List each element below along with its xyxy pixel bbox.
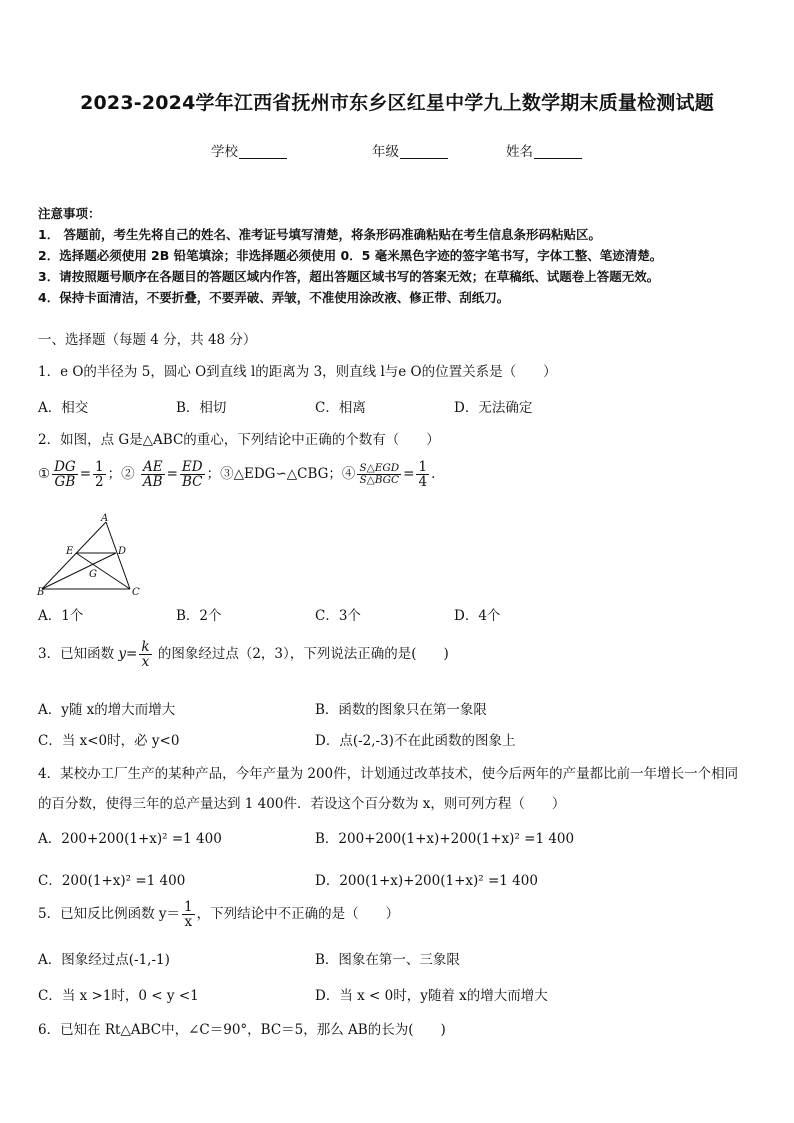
q1-option-a: A．相交 — [38, 400, 89, 416]
q5-stem-start: 5．已知反比例函数 y＝ — [38, 906, 181, 923]
question-5-stem — [38, 900, 399, 929]
fraction: $\frac{1}{x}$ — [184, 899, 193, 931]
q1-option-d: D．无法确定 — [454, 400, 533, 416]
q5-stem-end: ，下列结论中不正确的是（ ） — [196, 906, 400, 923]
q4-option-c: C．200(1+x)² =1 400 — [38, 873, 186, 889]
grade-field — [372, 140, 448, 160]
q2-c3-text: ；③△EDG∽△CBG；④ — [206, 466, 356, 483]
q2-option-a: A．1个 — [38, 608, 84, 624]
circled-one: ① — [38, 466, 51, 483]
fraction: $\frac{ED}{BC}$ — [181, 459, 203, 491]
label-a: A — [101, 513, 109, 524]
name-blank — [534, 144, 582, 159]
label-g: G — [89, 569, 97, 580]
fraction: $\frac{1}{2}$ — [95, 459, 104, 491]
question-4-line-1: 4．某校办工厂生产的某种产品，今年产量为 200件，计划通过改革技术，使今后两年的产量都比前一年增长一个相同 — [38, 766, 739, 782]
q2-option-d: D．4个 — [454, 608, 501, 624]
name-label: 姓名 — [506, 144, 533, 160]
q4-option-d: D．200(1+x)+200(1+x)² =1 400 — [315, 873, 538, 889]
label-c: C — [132, 587, 140, 596]
triangle-figure — [36, 512, 146, 596]
q3-stem-end: 的图象经过点（2，3），下列说法正确的是( ) — [153, 646, 449, 663]
notes-heading: 注意事项： — [38, 206, 101, 221]
note-item: 2．选择题必须使用 2B 铅笔填涂；非选择题必须使用 0．5 毫米黑色字迹的签字笔书写，字体工整、笔迹清楚。 — [38, 248, 663, 263]
q5-option-b: B．图象在第一、三象限 — [315, 952, 460, 968]
school-field — [211, 140, 287, 160]
q2-option-b: B．2个 — [176, 608, 222, 624]
q3-option-c: C．当 x<0时，必 y<0 — [38, 733, 180, 749]
q5-option-d: D．当 x < 0时，y随着 x的增大而增大 — [315, 988, 548, 1004]
school-label: 学校 — [211, 144, 238, 160]
label-d: D — [118, 546, 127, 557]
q4-option-a: A．200+200(1+x)² =1 400 — [38, 831, 222, 847]
q1-option-b: B．相切 — [176, 400, 227, 416]
question-6-stem: 6．已知在 Rt△ABC中，∠C＝90°，BC＝5，那么 AB的长为( ) — [38, 1022, 446, 1038]
q3-stem-start: 3．已知函数 — [38, 646, 119, 663]
q2-conclusions: ① $\frac{DG}{GB}$ = $\frac{1}{2}$ ；② $\frac{AE}{AB}$ = $\frac{ED}{BC}$ ；③△EDG∽△CBG；④ $\frac{\text{S△EGD}}{\text{S△BGC}}$ = $\frac{1}{4}$ . — [38, 459, 436, 491]
grade-blank — [400, 144, 448, 159]
q5-option-c: C．当 x >1时，0 < y <1 — [38, 988, 199, 1004]
q5-option-a: A．图象经过点(-1,-1) — [38, 952, 170, 968]
question-2-stem: 2．如图，点 G是△ABC的重心，下列结论中正确的个数有（ ） — [38, 432, 440, 448]
fraction: $\frac{1}{4}$ — [418, 459, 428, 491]
q3-option-d: D．点(-2,-3)不在此函数的图象上 — [315, 733, 516, 749]
q1-option-c: C．相离 — [315, 400, 366, 416]
q3-option-a: A．y随 x的增大而增大 — [38, 702, 176, 718]
fraction: $\frac{\text{S△EGD}}{\text{S△BGC}}$ — [359, 462, 400, 487]
question-4-line-2: 的百分数，使得三年的总产量达到 1 400件．若设这个百分数为 x，则可列方程（ ） — [38, 796, 566, 812]
question-3-stem: 3．已知函数 y= $\frac{k}{x}$ 的图象经过点（2，3），下列说法正确的是( ) — [38, 639, 449, 671]
q4-option-b: B．200+200(1+x)+200(1+x)² =1 400 — [315, 831, 575, 847]
fraction: $\frac{k}{x}$ — [141, 639, 150, 671]
q2-option-c: C．3个 — [315, 608, 361, 624]
school-blank — [239, 144, 287, 159]
q3-option-b: B．函数的图象只在第一象限 — [315, 702, 487, 718]
label-b: B — [37, 587, 45, 596]
question-1-stem: 1．e O的半径为 5，圆心 O到直线 l的距离为 3，则直线 l与e O的位置关系是（ ） — [38, 364, 557, 380]
name-field — [506, 140, 582, 160]
section-heading: 一、选择题（每题 4 分，共 48 分） — [38, 332, 257, 348]
fraction: $\frac{AE}{AB}$ — [142, 459, 163, 491]
grade-label: 年级 — [372, 144, 399, 160]
label-e: E — [66, 546, 74, 557]
fraction: $\frac{DG}{GB}$ — [54, 459, 76, 491]
note-item: 3．请按照题号顺序在各题目的答题区域内作答，超出答题区域书写的答案无效；在草稿纸、试题卷上答题无效。 — [38, 269, 660, 284]
note-item: 1． 答题前，考生先将自己的姓名、准考证号填写清楚，将条形码准确粘贴在考生信息条形码粘贴区。 — [38, 227, 602, 242]
note-item: 4．保持卡面清洁，不要折叠，不要弄破、弄皱，不准使用涂改液、修正带、刮纸刀。 — [38, 290, 510, 305]
page-title: 2023-2024学年江西省抚州市东乡区红星中学九上数学期末质量检测试题 — [80, 92, 714, 114]
